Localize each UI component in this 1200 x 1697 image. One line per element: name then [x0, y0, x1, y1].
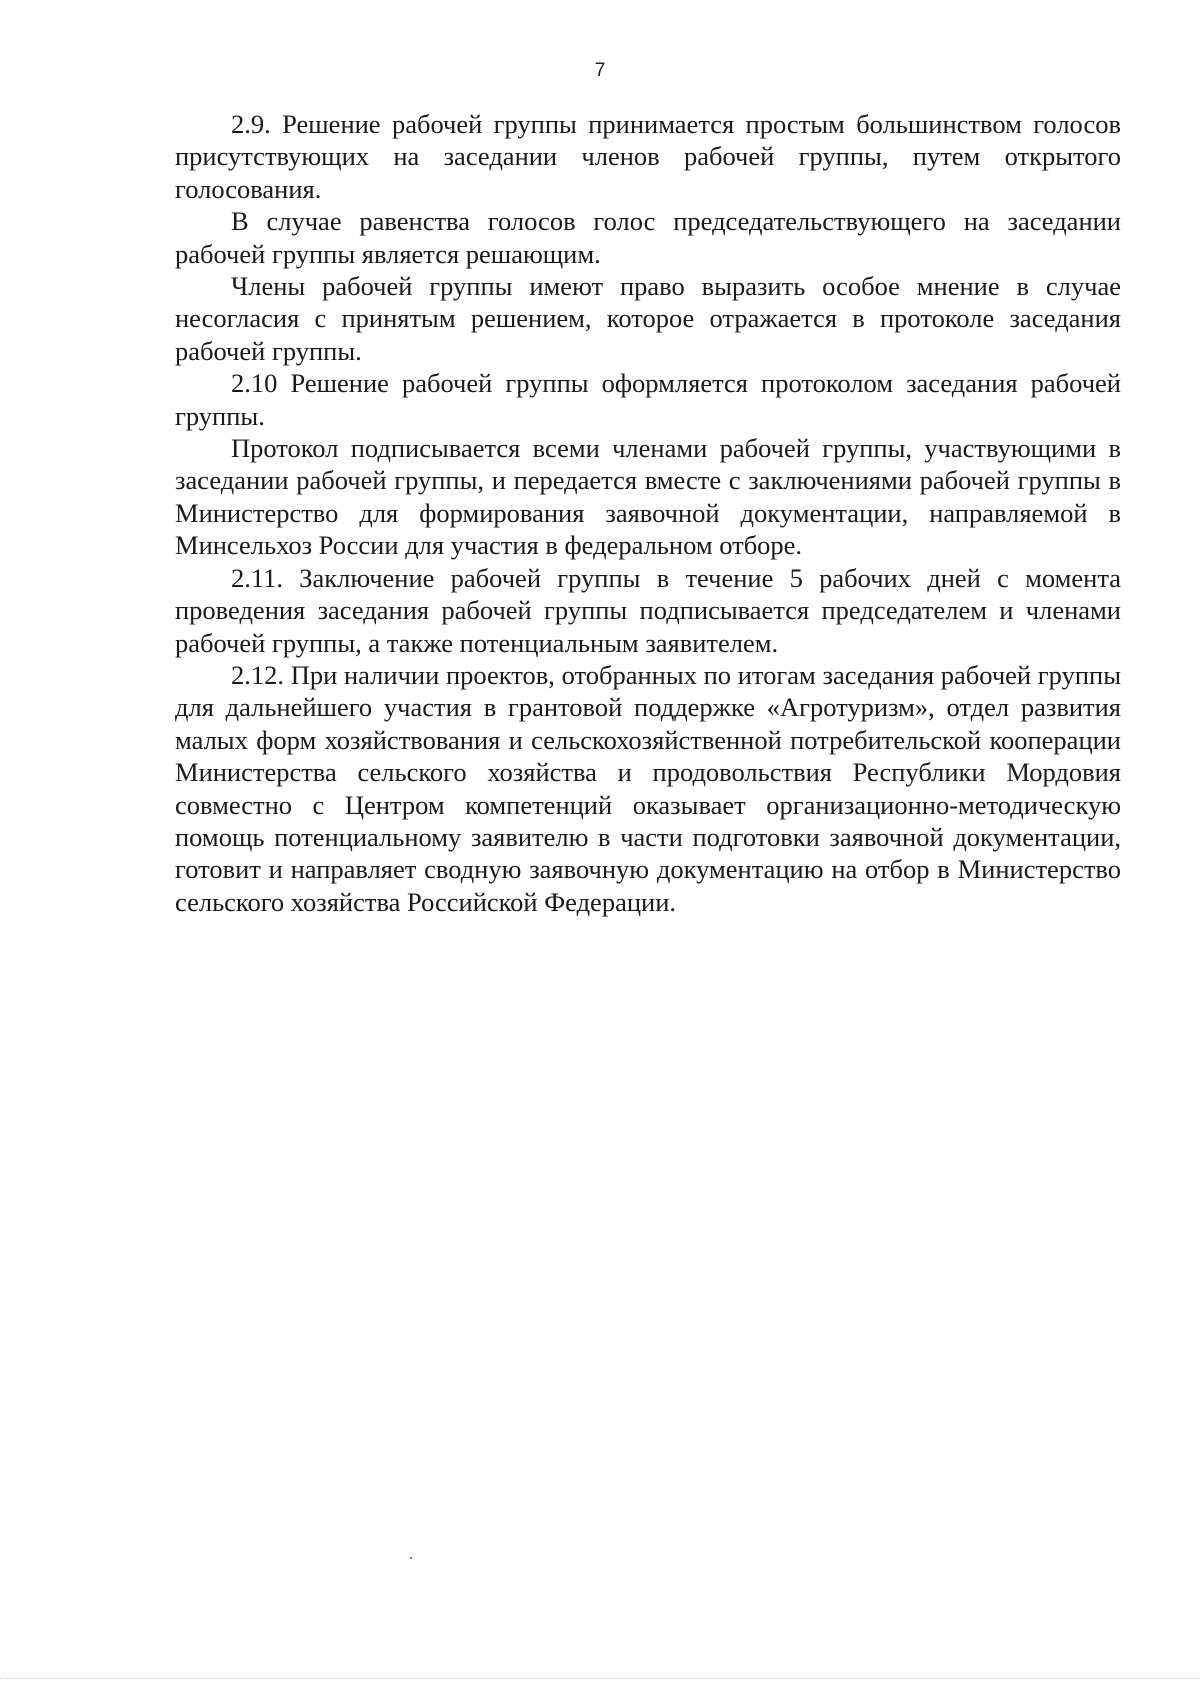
paragraph-tie-vote: В случае равенства голосов голос председательствующего на заседании рабочей группы является решающим.: [175, 206, 1121, 269]
document-body: [175, 108, 1121, 918]
scan-edge-line: [0, 1678, 1200, 1679]
scan-speck: [410, 1557, 412, 1559]
paragraph-2-12: 2.12. При наличии проектов, отобранных по итогам заседания рабочей группы для дальнейшего участия в грантовой поддержке «Агротуризм», отдел развития малых форм хозяйствования и сельскохозяйственной потребительской кооперации Министерства сельского хозяйства и продовольствия Республики Мордовия совместно с Центром компетенций оказывает организационно-методическую помощь потенциальному заявителю в части подготовки заявочной документации, готовит и направляет сводную заявочную документацию на отбор в Министерство сельского хозяйства Российской Федерации.: [175, 659, 1121, 917]
paragraph-2-10: 2.10 Решение рабочей группы оформляется протоколом заседания рабочей группы.: [175, 368, 1121, 431]
paragraph-protocol-signing: Протокол подписывается всеми членами рабочей группы, участвующими в заседании рабочей группы, и передается вместе с заключениями рабочей группы в Министерство для формирования заявочной документации, направляемой в Минсельхоз России для участия в федеральном отборе.: [175, 433, 1121, 561]
paragraph-2-11: 2.11. Заключение рабочей группы в течение 5 рабочих дней с момента проведения заседания рабочей группы подписывается председателем и членами рабочей группы, а также потенциальным заявителем.: [175, 562, 1121, 658]
page-number: 7: [594, 60, 606, 81]
paragraph-dissenting-opinion: Члены рабочей группы имеют право выразить особое мнение в случае несогласия с принятым решением, которое отражается в протоколе заседания рабочей группы.: [175, 271, 1121, 366]
paragraph-2-9: 2.9. Решение рабочей группы принимается простым большинством голосов присутствующих на заседании членов рабочей группы, путем открытого голосования.: [175, 109, 1121, 204]
